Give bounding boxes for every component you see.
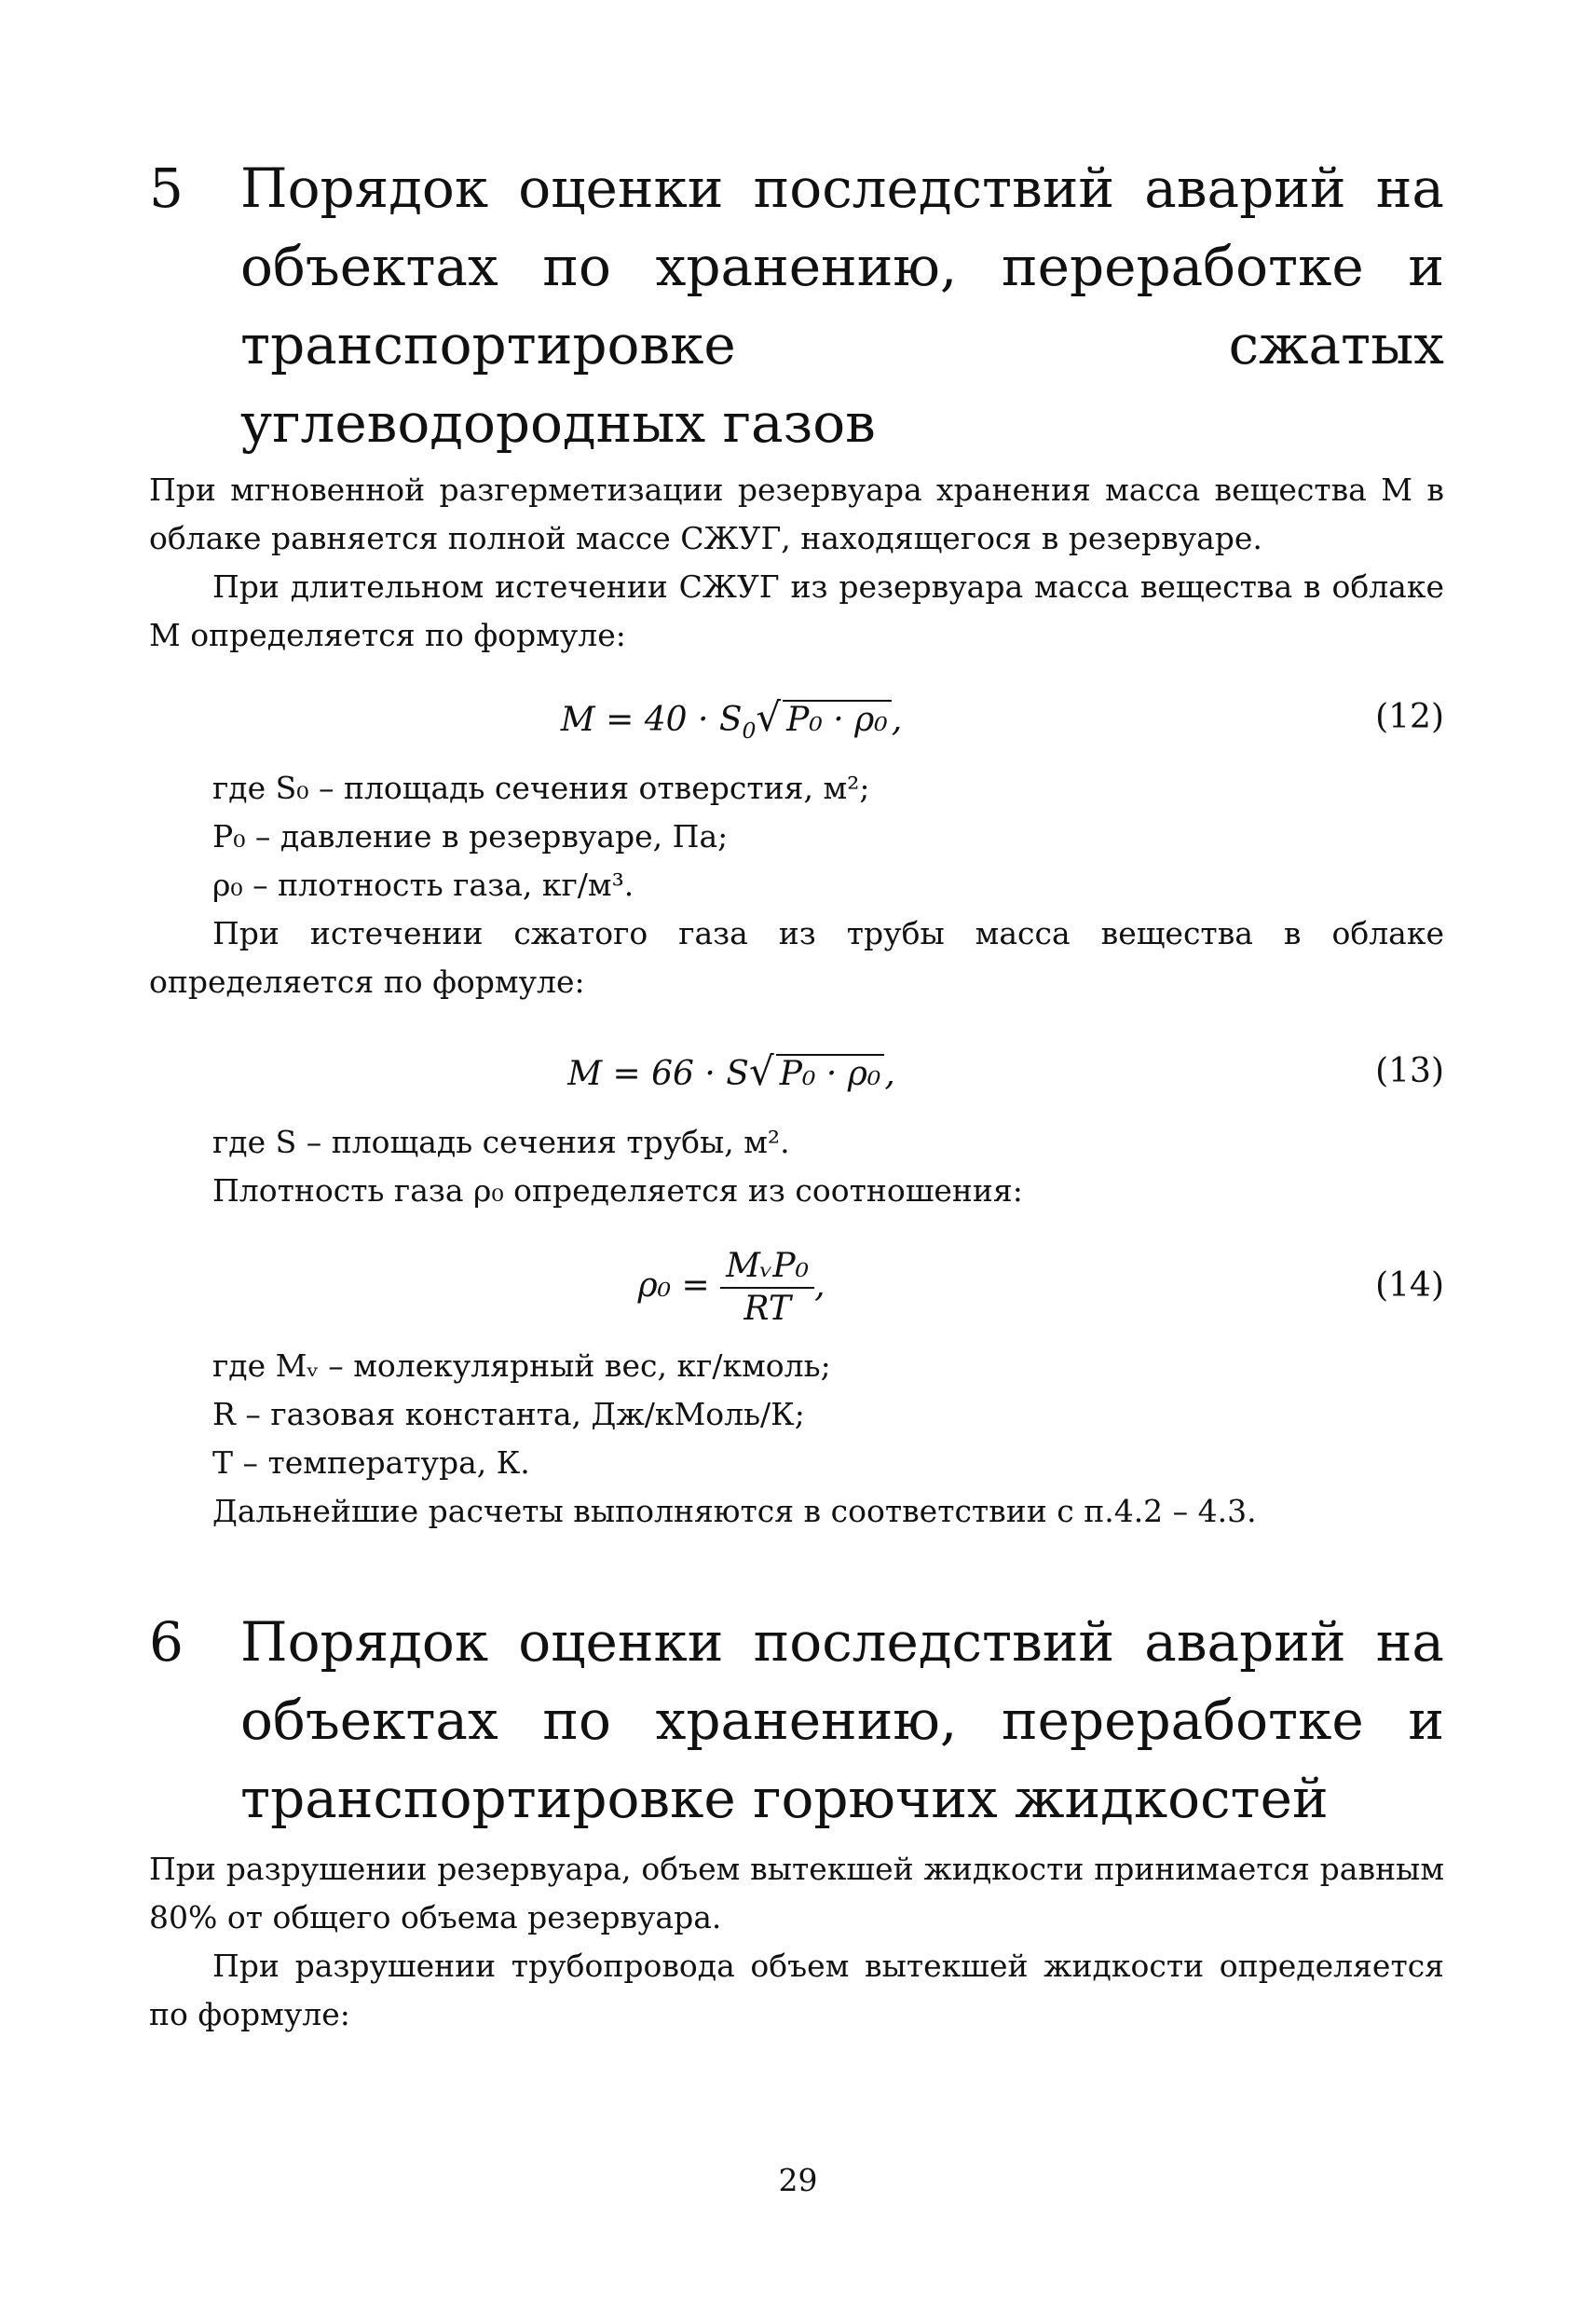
- section-5-paragraph-1: При мгновенной разгерметизации резервуара хранения масса вещества M в облаке равняется полной массе СЖУГ, находящегося в резервуаре.: [149, 472, 1444, 556]
- section-6-number: 6: [149, 1610, 184, 1674]
- legend-line: P₀ – давление в резервуаре, Па;: [212, 818, 729, 855]
- equation-12-subscript: 0: [742, 718, 757, 745]
- section-5-number: 5: [149, 157, 184, 220]
- equation-12: [149, 680, 1444, 755]
- equation-12-expression: [149, 680, 1314, 768]
- equation-13-legend: [212, 1118, 1442, 1215]
- section-6-title: Порядок оценки последствий аварий на объектах по хранению, переработке и транспортировке горючих жидкостей: [240, 1610, 1444, 1830]
- equation-14-numerator: MᵥP₀: [720, 1246, 814, 1289]
- equation-13: [149, 1034, 1444, 1109]
- section-6-paragraph-2: При разрушении трубопровода объем вытекшей жидкости определяется по формуле:: [149, 1948, 1444, 2032]
- section-5-heading: [149, 149, 1444, 462]
- section-6-paragraph-1: При разрушении резервуара, объем вытекшей жидкости принимается равным 80% от общего объема резервуара.: [149, 1851, 1444, 1935]
- section-6-heading: [149, 1603, 1444, 1838]
- legend-line: R – газовая константа, Дж/кМоль/К;: [212, 1396, 805, 1432]
- section-5-paragraph-2: При длительном истечении СЖУГ из резервуара масса вещества в облаке M определяется по формуле:: [149, 568, 1444, 653]
- section-5-title: Порядок оценки последствий аварий на объектах по хранению, переработке и транспортировке сжатых углеводородных газов: [240, 157, 1444, 455]
- equation-13-expression: [149, 1034, 1314, 1112]
- legend-line: где Mᵥ – молекулярный вес, кг/кмоль;: [212, 1347, 831, 1384]
- equation-14-tail: ,: [814, 1266, 825, 1305]
- section-5-paragraph-3-block: [149, 909, 1444, 1006]
- equation-14-lhs: ρ₀ =: [637, 1266, 710, 1305]
- section-6-paragraphs: [149, 1845, 1444, 2039]
- equation-14-denominator: RT: [743, 1290, 791, 1328]
- legend-line: ρ₀ – плотность газа, кг/м³.: [212, 867, 634, 903]
- equation-14: [149, 1239, 1444, 1333]
- equation-12-number: (12): [1375, 698, 1444, 736]
- equation-14-number: (14): [1375, 1266, 1444, 1305]
- equation-13-lhs: M = 66 · S: [567, 1055, 749, 1093]
- equation-13-number: (13): [1375, 1052, 1444, 1090]
- equation-12-tail: ,: [891, 701, 903, 739]
- legend-line: Плотность газа ρ₀ определяется из соотношения:: [212, 1172, 1023, 1209]
- sqrt-sign: √: [756, 694, 782, 740]
- legend-line: Дальнейшие расчеты выполняются в соответствии с п.4.2 – 4.3.: [212, 1493, 1257, 1529]
- legend-line: где S₀ – площадь сечения отверстия, м²;: [212, 770, 870, 806]
- legend-line: где S – площадь сечения трубы, м².: [212, 1124, 790, 1160]
- equation-13-tail: ,: [884, 1055, 895, 1093]
- equation-12-lhs: M = 40 · S: [560, 701, 743, 739]
- equation-14-fraction: [720, 1246, 814, 1330]
- equation-12-legend: [212, 764, 1442, 909]
- section-5-paragraphs: [149, 466, 1444, 660]
- equation-13-radicand: P₀ · ρ₀: [776, 1054, 885, 1093]
- legend-line: T – температура, К.: [212, 1444, 530, 1481]
- equation-12-radicand: P₀ · ρ₀: [783, 700, 892, 739]
- section-5-paragraph-3: При истечении сжатого газа из трубы масса вещества в облаке определяется по формуле:: [149, 915, 1444, 1000]
- equation-14-expression: [149, 1239, 1314, 1333]
- equation-14-legend: [212, 1342, 1442, 1536]
- page-number: 29: [778, 2162, 818, 2198]
- sqrt-sign: √: [748, 1048, 774, 1094]
